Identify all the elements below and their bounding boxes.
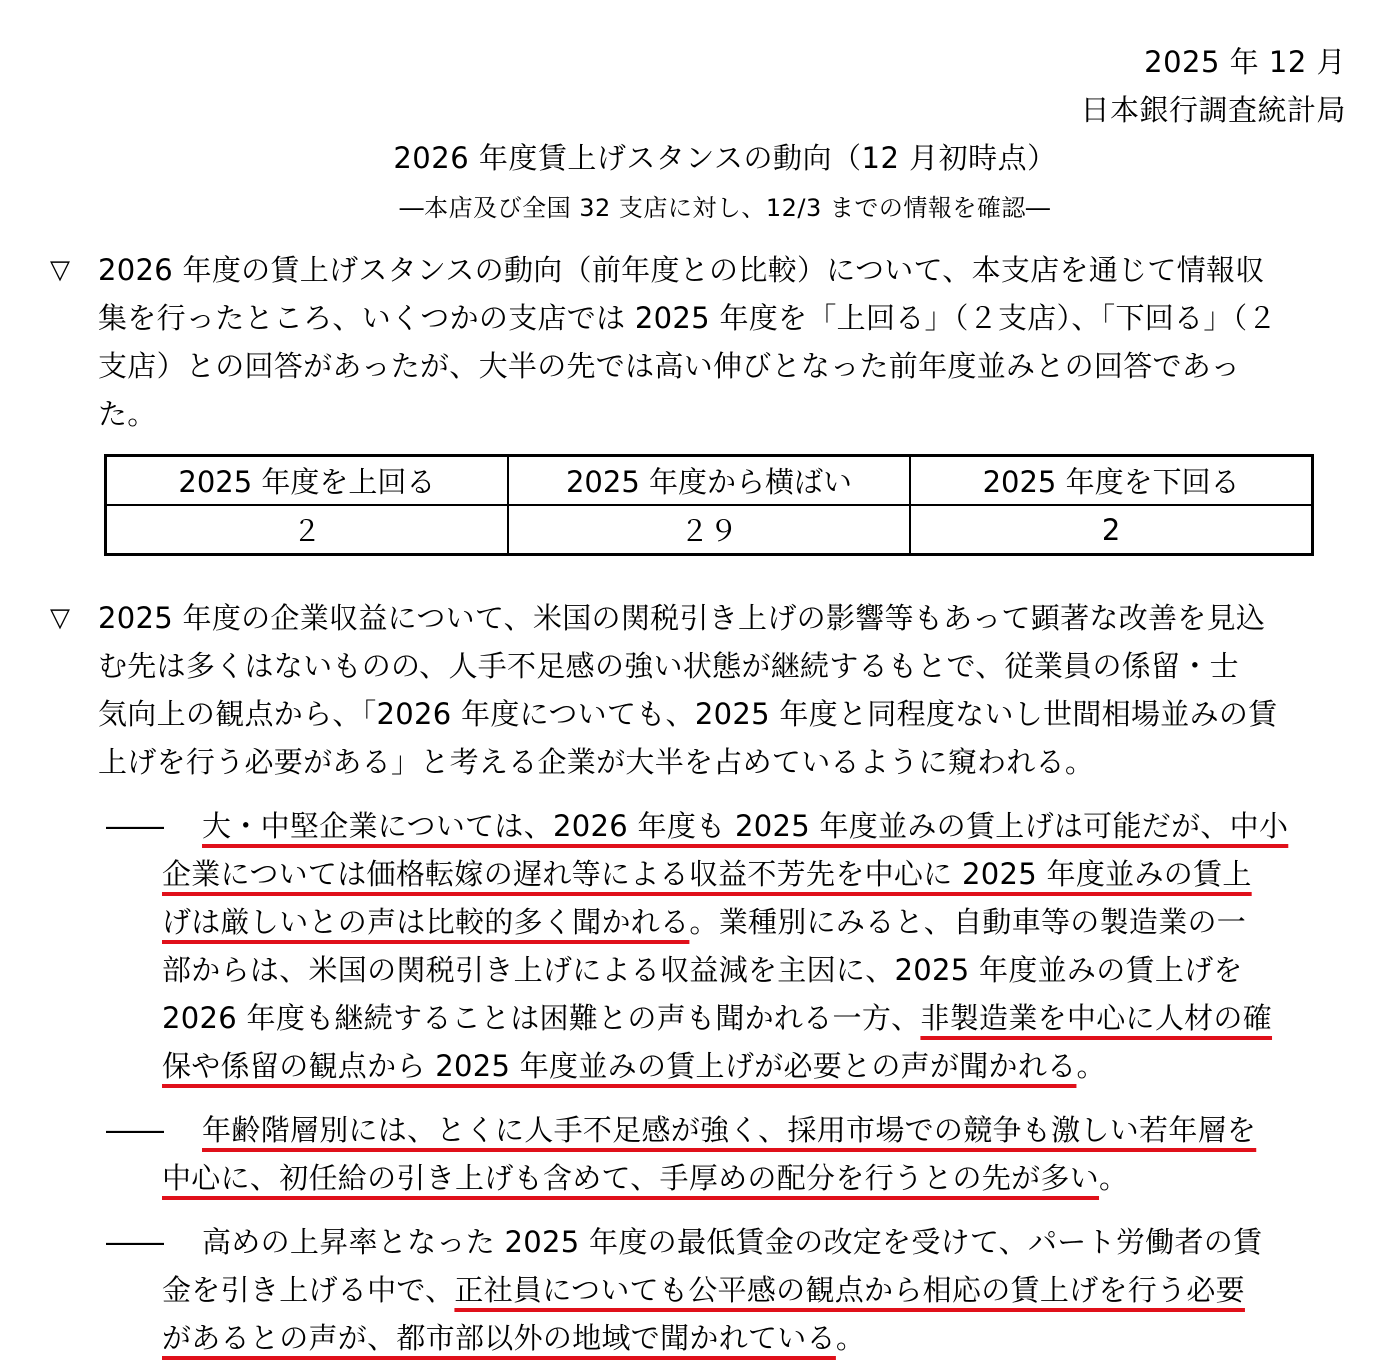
table-cell: ２: [106, 505, 508, 555]
section2-line: む先は多くはないものの、人手不足感の強い状態が継続するもとで、従業員の係留・士: [98, 649, 1239, 683]
table-cell: ２９: [508, 505, 910, 555]
subitem1-paragraph: [162, 802, 1350, 1090]
table-header-cell: 2025 年度を下回る: [910, 456, 1312, 506]
plain-text: 。: [835, 1321, 866, 1355]
subitem1-line: [162, 802, 1350, 850]
plain-text: 金を引き上げる中で、: [162, 1273, 455, 1307]
plain-text: 。: [1099, 1161, 1129, 1195]
department-label: 日本銀行調査統計局: [1080, 93, 1346, 127]
subitem1-line: [162, 898, 1350, 946]
page-title: 2026 年度賃上げスタンスの動向（12 月初時点）: [393, 141, 1057, 175]
page-subtitle: ―本店及び全国 32 支店に対し、12/3 までの情報を確認―: [399, 194, 1051, 222]
table-row: [106, 505, 1313, 555]
subitem1-line: [162, 994, 1350, 1042]
section1-line: 集を行ったところ、いくつかの支店では 2025 年度を「上回る」（２支店）、「下回る」（２: [98, 301, 1277, 335]
subitem3-line: 高めの上昇率となった 2025 年度の最低賃金の改定を受けて、パート労働者の賃: [202, 1225, 1263, 1259]
dash-bullet: ――: [106, 1113, 164, 1147]
subitem2-paragraph: [162, 1106, 1350, 1202]
subitem1-line: [162, 850, 1350, 898]
subitem2-line: [162, 1154, 1350, 1202]
subitem3-paragraph: [162, 1218, 1350, 1362]
section1-paragraph: [98, 246, 1348, 438]
dash-bullet: ――: [106, 809, 164, 843]
highlight-text: があるとの声が、都市部以外の地域で聞かれている: [162, 1321, 836, 1355]
triangle-bullet-icon: ▽: [50, 603, 70, 633]
table-header-cell: 2025 年度から横ばい: [508, 456, 910, 506]
dash-bullet: ――: [106, 1225, 164, 1259]
highlight-text: 保や係留の観点から 2025 年度並みの賃上げが必要との声が聞かれる: [162, 1049, 1077, 1083]
highlight-text: 中心に、初任給の引き上げも含めて、手厚めの配分を行うとの先が多い: [162, 1161, 1100, 1195]
stance-count-table: [104, 454, 1314, 556]
plain-text: 2026 年度も継続することは困難との声も聞かれる一方、: [162, 1001, 921, 1035]
section2-line: 上げを行う必要がある」と考える企業が大半を占めているように窺われる。: [98, 745, 1095, 779]
section1-line: た。: [98, 397, 157, 431]
highlight-text: 企業については価格転嫁の遅れ等による収益不芳先を中心に 2025 年度並みの賃上: [162, 857, 1252, 891]
date-label: 2025 年 12 月: [1144, 45, 1346, 79]
table-cell: 2: [910, 505, 1312, 555]
section2-line: 2025 年度の企業収益について、米国の関税引き上げの影響等もあって顕著な改善を見込: [98, 601, 1266, 635]
subitem3-line: [162, 1266, 1350, 1314]
section2-paragraph: [98, 594, 1348, 786]
section1-line: 2026 年度の賃上げスタンスの動向（前年度との比較）について、本支店を通じて情報収: [98, 253, 1265, 287]
table-header-cell: 2025 年度を上回る: [106, 456, 508, 506]
highlight-text: 大・中堅企業については、2026 年度も 2025 年度並みの賃上げは可能だが、中小: [202, 809, 1289, 843]
triangle-bullet-icon: ▽: [50, 255, 70, 285]
table-header-row: [106, 456, 1313, 506]
highlight-text: 非製造業を中心に人材の確: [920, 1001, 1273, 1035]
section2-line: 気向上の観点から、「2026 年度についても、2025 年度と同程度ないし世間相場並みの賃: [98, 697, 1278, 731]
section1-line: 支店）との回答があったが、大半の先では高い伸びとなった前年度並みとの回答であっ: [98, 349, 1241, 383]
highlight-text: 年齢階層別には、とくに人手不足感が強く、採用市場での競争も激しい若年層を: [202, 1113, 1257, 1147]
subitem3-line: [162, 1314, 1350, 1362]
plain-text: 。: [1076, 1049, 1106, 1083]
subitem2-line: [162, 1106, 1350, 1154]
subitem1-line: [162, 1042, 1350, 1090]
plain-text: 。業種別にみると、自動車等の製造業の一: [689, 905, 1247, 939]
highlight-text: 正社員についても公平感の観点から相応の賃上げを行う必要: [454, 1273, 1245, 1307]
subitem1-line: 部からは、米国の関税引き上げによる収益減を主因に、2025 年度並みの賃上げを: [162, 953, 1243, 987]
highlight-text: げは厳しいとの声は比較的多く聞かれる: [162, 905, 690, 939]
